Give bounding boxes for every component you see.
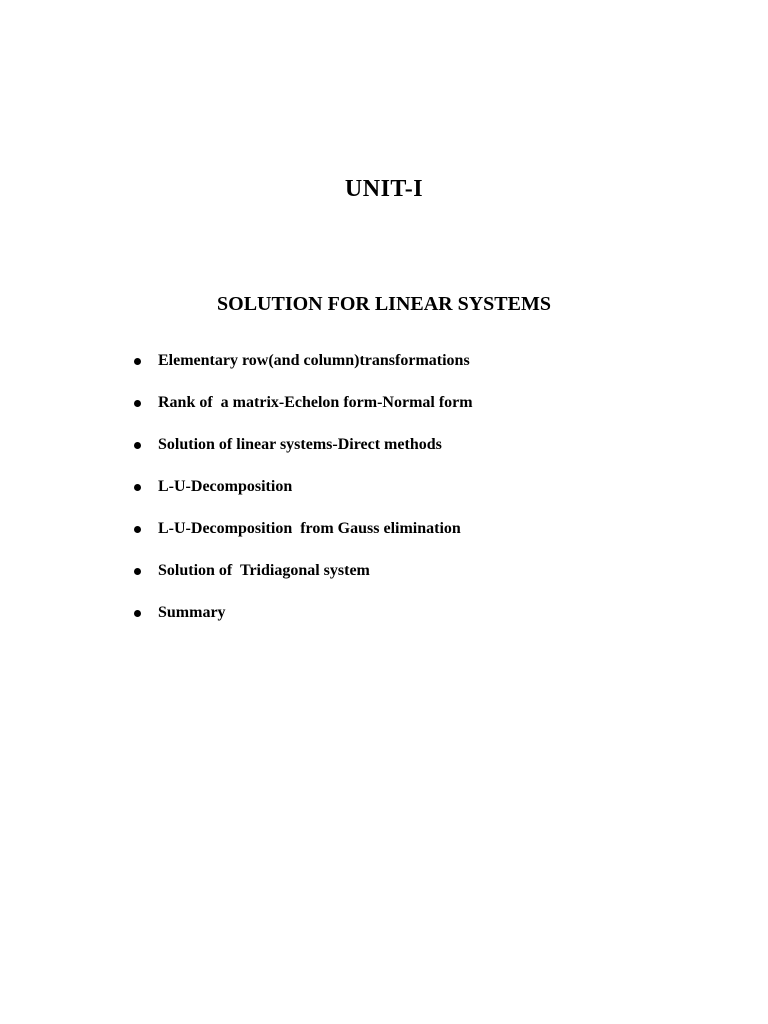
bullet-icon xyxy=(134,358,141,365)
section-title: SOLUTION FOR LINEAR SYSTEMS xyxy=(217,293,551,315)
bullet-icon xyxy=(134,526,141,533)
unit-title: UNIT-I xyxy=(344,176,424,202)
bullet-icon xyxy=(134,484,141,491)
topic-text: Solution of linear systems-Direct methods xyxy=(158,436,442,453)
bullet-icon xyxy=(134,400,141,407)
topic-text: Elementary row(and column)transformations xyxy=(158,352,470,369)
list-item xyxy=(0,424,700,466)
list-item xyxy=(0,466,700,508)
list-item xyxy=(0,382,700,424)
topic-text: Solution of Tridiagonal system xyxy=(158,562,370,579)
list-item xyxy=(0,592,700,634)
bullet-icon xyxy=(134,610,141,617)
topic-text: L-U-Decomposition from Gauss elimination xyxy=(158,520,461,537)
topic-text: L-U-Decomposition xyxy=(158,478,293,495)
topic-list xyxy=(0,340,700,634)
list-item xyxy=(0,550,700,592)
topic-text: Rank of a matrix-Echelon form-Normal form xyxy=(158,394,473,411)
list-item xyxy=(0,340,700,382)
bullet-icon xyxy=(134,568,141,575)
list-item xyxy=(0,508,700,550)
topic-text: Summary xyxy=(158,604,226,621)
bullet-icon xyxy=(134,442,141,449)
